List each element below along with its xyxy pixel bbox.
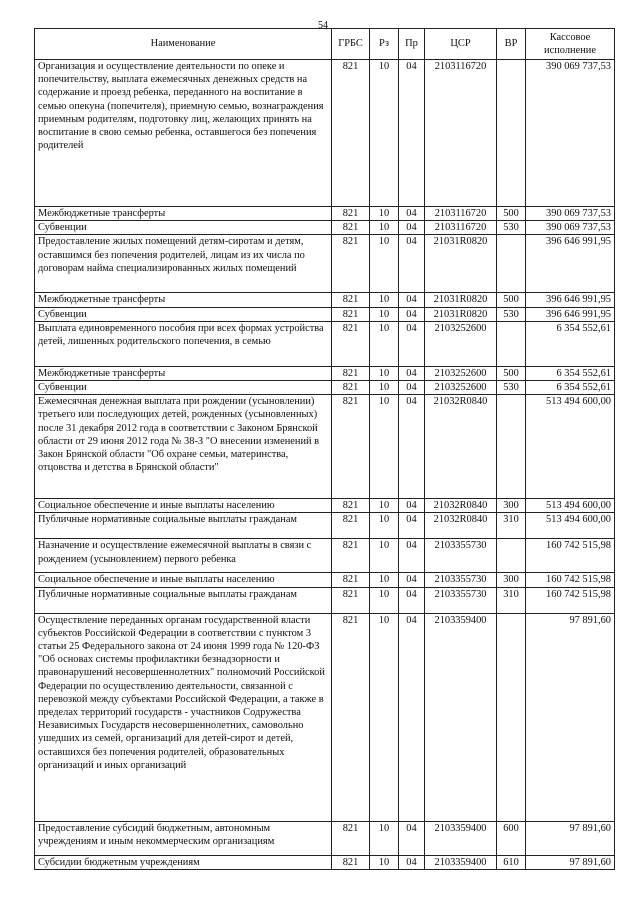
header-name: Наименование bbox=[35, 29, 332, 60]
cell-vr: 500 bbox=[497, 207, 526, 221]
cell-csr: 21032R0840 bbox=[425, 499, 497, 513]
cell-csr: 21031R0820 bbox=[425, 307, 497, 321]
cell-amount: 396 646 991,95 bbox=[526, 307, 615, 321]
cell-rz: 10 bbox=[370, 293, 399, 307]
cell-pr: 04 bbox=[399, 293, 425, 307]
cell-name: Межбюджетные трансферты bbox=[35, 366, 332, 380]
cell-vr: 300 bbox=[497, 573, 526, 587]
cell-vr: 530 bbox=[497, 307, 526, 321]
cell-csr: 2103355730 bbox=[425, 587, 497, 613]
cell-pr: 04 bbox=[399, 321, 425, 366]
cell-csr: 2103355730 bbox=[425, 573, 497, 587]
cell-amount: 396 646 991,95 bbox=[526, 235, 615, 293]
cell-vr bbox=[497, 235, 526, 293]
cell-grbs: 821 bbox=[332, 395, 370, 499]
cell-grbs: 821 bbox=[332, 613, 370, 821]
cell-amount: 396 646 991,95 bbox=[526, 293, 615, 307]
table-row bbox=[35, 613, 615, 821]
cell-amount: 160 742 515,98 bbox=[526, 573, 615, 587]
cell-rz: 10 bbox=[370, 573, 399, 587]
cell-name: Назначение и осуществление ежемесячной выплаты в связи с рождением (усыновлением) первого ребенка bbox=[35, 539, 332, 573]
header-rz: Рз bbox=[370, 29, 399, 60]
cell-rz: 10 bbox=[370, 60, 399, 207]
cell-csr: 2103355730 bbox=[425, 539, 497, 573]
cell-pr: 04 bbox=[399, 573, 425, 587]
cell-amount: 6 354 552,61 bbox=[526, 381, 615, 395]
cell-name: Предоставление жилых помещений детям-сиротам и детям, оставшимся без попечения родителей, лицам из их числа по договорам найма специализированных жилых помещений bbox=[35, 235, 332, 293]
table-row bbox=[35, 207, 615, 221]
table-row bbox=[35, 60, 615, 207]
page-number: 54 bbox=[318, 20, 328, 31]
cell-vr bbox=[497, 321, 526, 366]
cell-csr: 21031R0820 bbox=[425, 235, 497, 293]
cell-rz: 10 bbox=[370, 381, 399, 395]
cell-csr: 2103359400 bbox=[425, 821, 497, 855]
cell-grbs: 821 bbox=[332, 366, 370, 380]
header-pr: Пр bbox=[399, 29, 425, 60]
header-csr: ЦСР bbox=[425, 29, 497, 60]
cell-grbs: 821 bbox=[332, 821, 370, 855]
cell-csr: 2103359400 bbox=[425, 613, 497, 821]
cell-csr: 2103252600 bbox=[425, 366, 497, 380]
cell-vr: 310 bbox=[497, 513, 526, 539]
cell-csr: 2103252600 bbox=[425, 321, 497, 366]
cell-rz: 10 bbox=[370, 855, 399, 869]
cell-vr: 500 bbox=[497, 293, 526, 307]
cell-amount: 160 742 515,98 bbox=[526, 587, 615, 613]
cell-name: Публичные нормативные социальные выплаты гражданам bbox=[35, 513, 332, 539]
cell-rz: 10 bbox=[370, 366, 399, 380]
table-row bbox=[35, 855, 615, 869]
cell-name: Субсидии бюджетным учреждениям bbox=[35, 855, 332, 869]
cell-grbs: 821 bbox=[332, 539, 370, 573]
cell-rz: 10 bbox=[370, 321, 399, 366]
cell-pr: 04 bbox=[399, 366, 425, 380]
table-row bbox=[35, 395, 615, 499]
cell-grbs: 821 bbox=[332, 573, 370, 587]
cell-name: Предоставление субсидий бюджетным, автономным учреждениям и иным некоммерческим организациям bbox=[35, 821, 332, 855]
cell-csr: 2103116720 bbox=[425, 207, 497, 221]
cell-pr: 04 bbox=[399, 60, 425, 207]
cell-pr: 04 bbox=[399, 235, 425, 293]
table-row bbox=[35, 321, 615, 366]
cell-pr: 04 bbox=[399, 539, 425, 573]
cell-rz: 10 bbox=[370, 499, 399, 513]
cell-pr: 04 bbox=[399, 221, 425, 235]
cell-pr: 04 bbox=[399, 855, 425, 869]
header-amount: Кассовое исполнение bbox=[526, 29, 615, 60]
cell-pr: 04 bbox=[399, 613, 425, 821]
header-vr: ВР bbox=[497, 29, 526, 60]
table-row bbox=[35, 821, 615, 855]
cell-amount: 513 494 600,00 bbox=[526, 395, 615, 499]
cell-rz: 10 bbox=[370, 395, 399, 499]
table-row bbox=[35, 221, 615, 235]
cell-amount: 6 354 552,61 bbox=[526, 366, 615, 380]
cell-amount: 97 891,60 bbox=[526, 821, 615, 855]
cell-rz: 10 bbox=[370, 539, 399, 573]
cell-rz: 10 bbox=[370, 513, 399, 539]
cell-rz: 10 bbox=[370, 235, 399, 293]
cell-amount: 513 494 600,00 bbox=[526, 499, 615, 513]
cell-name: Организация и осуществление деятельности по опеке и попечительству, выплата ежемесячных денежных средств на содержание и проезд ребенка, переданного на воспитание в семью опекуна (попечителя), приемную семью, вознаграждения приемным родителям, подготовку лиц, желающих принять на воспитание в свою семью ребенка, оставшегося без попечения родителей bbox=[35, 60, 332, 207]
cell-pr: 04 bbox=[399, 587, 425, 613]
cell-pr: 04 bbox=[399, 207, 425, 221]
cell-pr: 04 bbox=[399, 395, 425, 499]
cell-csr: 21032R0840 bbox=[425, 513, 497, 539]
cell-name: Социальное обеспечение и иные выплаты населению bbox=[35, 573, 332, 587]
cell-name: Субвенции bbox=[35, 381, 332, 395]
cell-csr: 2103252600 bbox=[425, 381, 497, 395]
cell-name: Осуществление переданных органам государственной власти субъектов Российской Федерации в соответствии с пунктом 3 статьи 25 Федерального закона от 24 июня 1999 года № 120-ФЗ "Об основах системы профилактики безнадзорности и правонарушений несовершеннолетних" полномочий Российской Федерации по осуществлению деятельности, связанной с перевозкой между субъектами Российской Федерации, а также в пределах территорий государств - участников Содружества Независимых Государств несовершеннолетних, самовольно ушедших из семей, организаций для детей-сирот и детей, оставшихся без попечения родителей, образовательных организаций и иных организаций bbox=[35, 613, 332, 821]
cell-csr: 21031R0820 bbox=[425, 293, 497, 307]
cell-vr bbox=[497, 613, 526, 821]
cell-amount: 513 494 600,00 bbox=[526, 513, 615, 539]
cell-rz: 10 bbox=[370, 207, 399, 221]
cell-grbs: 821 bbox=[332, 587, 370, 613]
cell-vr: 530 bbox=[497, 221, 526, 235]
budget-execution-table bbox=[34, 28, 615, 870]
cell-grbs: 821 bbox=[332, 221, 370, 235]
cell-rz: 10 bbox=[370, 821, 399, 855]
cell-name: Социальное обеспечение и иные выплаты населению bbox=[35, 499, 332, 513]
cell-csr: 2103359400 bbox=[425, 855, 497, 869]
cell-rz: 10 bbox=[370, 613, 399, 821]
table-header-row bbox=[35, 29, 615, 60]
cell-amount: 390 069 737,53 bbox=[526, 60, 615, 207]
cell-vr bbox=[497, 395, 526, 499]
cell-amount: 390 069 737,53 bbox=[526, 207, 615, 221]
cell-name: Выплата единовременного пособия при всех формах устройства детей, лишенных родительского попечения, в семью bbox=[35, 321, 332, 366]
table-row bbox=[35, 513, 615, 539]
table-row bbox=[35, 235, 615, 293]
cell-grbs: 821 bbox=[332, 381, 370, 395]
cell-vr bbox=[497, 539, 526, 573]
cell-grbs: 821 bbox=[332, 499, 370, 513]
cell-grbs: 821 bbox=[332, 235, 370, 293]
cell-vr: 300 bbox=[497, 499, 526, 513]
table-row bbox=[35, 573, 615, 587]
cell-csr: 2103116720 bbox=[425, 221, 497, 235]
cell-pr: 04 bbox=[399, 513, 425, 539]
cell-rz: 10 bbox=[370, 307, 399, 321]
cell-amount: 390 069 737,53 bbox=[526, 221, 615, 235]
cell-grbs: 821 bbox=[332, 60, 370, 207]
cell-rz: 10 bbox=[370, 221, 399, 235]
cell-vr: 530 bbox=[497, 381, 526, 395]
table-row bbox=[35, 307, 615, 321]
table-row bbox=[35, 499, 615, 513]
cell-grbs: 821 bbox=[332, 513, 370, 539]
cell-pr: 04 bbox=[399, 499, 425, 513]
cell-grbs: 821 bbox=[332, 293, 370, 307]
cell-grbs: 821 bbox=[332, 207, 370, 221]
cell-grbs: 821 bbox=[332, 307, 370, 321]
cell-vr: 610 bbox=[497, 855, 526, 869]
cell-name: Межбюджетные трансферты bbox=[35, 207, 332, 221]
cell-pr: 04 bbox=[399, 381, 425, 395]
cell-name: Ежемесячная денежная выплата при рождении (усыновлении) третьего или последующих детей, рожденных (усыновленных) после 31 декабря 2012 года в соответствии с Законом Брянской области от 29 июня 2012 года № 38-З "О внесении изменений в Закон Брянской области "Об охране семьи, материнства, отцовства и детства в Брянской области" bbox=[35, 395, 332, 499]
cell-vr bbox=[497, 60, 526, 207]
cell-pr: 04 bbox=[399, 307, 425, 321]
cell-vr: 310 bbox=[497, 587, 526, 613]
cell-grbs: 821 bbox=[332, 321, 370, 366]
cell-amount: 97 891,60 bbox=[526, 613, 615, 821]
header-grbs: ГРБС bbox=[332, 29, 370, 60]
cell-name: Субвенции bbox=[35, 221, 332, 235]
cell-amount: 97 891,60 bbox=[526, 855, 615, 869]
cell-name: Межбюджетные трансферты bbox=[35, 293, 332, 307]
cell-csr: 21032R0840 bbox=[425, 395, 497, 499]
cell-grbs: 821 bbox=[332, 855, 370, 869]
cell-pr: 04 bbox=[399, 821, 425, 855]
table-row bbox=[35, 539, 615, 573]
cell-rz: 10 bbox=[370, 587, 399, 613]
table-row bbox=[35, 587, 615, 613]
cell-amount: 160 742 515,98 bbox=[526, 539, 615, 573]
table-row bbox=[35, 366, 615, 380]
table-row bbox=[35, 381, 615, 395]
cell-vr: 500 bbox=[497, 366, 526, 380]
cell-name: Публичные нормативные социальные выплаты гражданам bbox=[35, 587, 332, 613]
cell-csr: 2103116720 bbox=[425, 60, 497, 207]
cell-name: Субвенции bbox=[35, 307, 332, 321]
cell-vr: 600 bbox=[497, 821, 526, 855]
table-row bbox=[35, 293, 615, 307]
cell-amount: 6 354 552,61 bbox=[526, 321, 615, 366]
